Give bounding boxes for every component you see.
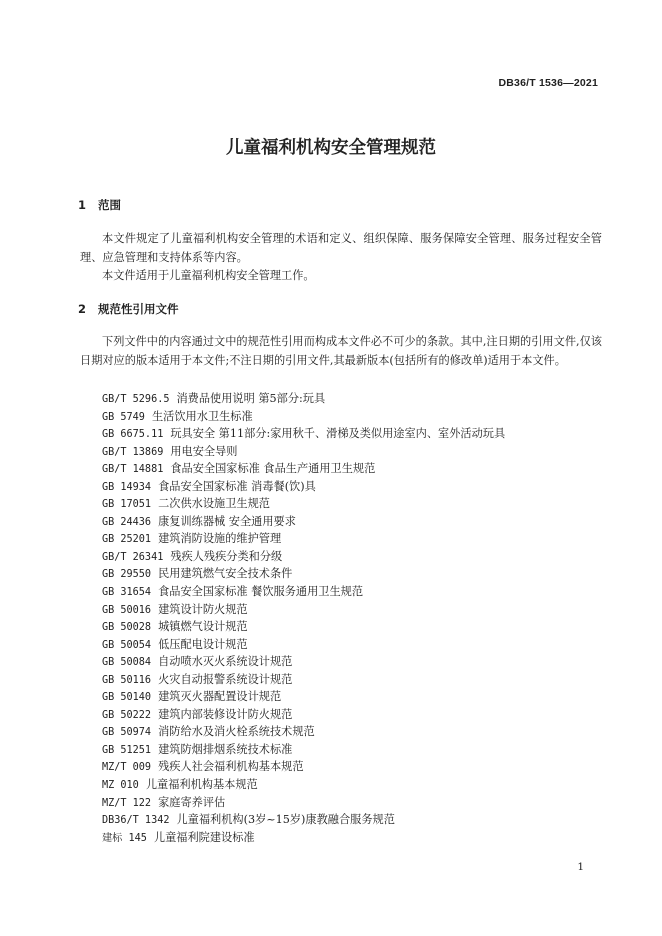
reference-item [102, 565, 612, 583]
reference-item [102, 618, 612, 636]
reference-title: 消防给水及消火栓系统技术规范 [158, 725, 315, 739]
reference-code: GB 50084 [102, 657, 152, 669]
reference-code: GB 50054 [102, 639, 152, 651]
reference-title: 二次供水设施卫生规范 [158, 497, 270, 511]
reference-item [102, 583, 612, 601]
reference-item [102, 548, 612, 566]
reference-item [102, 425, 612, 443]
reference-item [102, 794, 612, 812]
reference-title: 玩具安全 第11部分:家用秋千、滑梯及类似用途室内、室外活动玩具 [170, 427, 506, 441]
reference-code: 建标 145 [102, 832, 147, 844]
reference-title: 低压配电设计规范 [158, 637, 248, 651]
reference-item [102, 829, 612, 847]
reference-code: GB 31654 [102, 587, 152, 599]
scope-paragraph-2: 本文件适用于儿童福利机构安全管理工作。 [102, 269, 315, 282]
reference-title: 儿童福利院建设标准 [153, 830, 255, 844]
reference-code: GB 17051 [102, 499, 152, 511]
reference-code: GB 5749 [102, 411, 145, 423]
reference-title: 儿童福利机构基本规范 [145, 778, 258, 792]
reference-title: 建筑灭火器配置设计规范 [158, 690, 282, 704]
reference-title: 建筑消防设施的维护管理 [158, 532, 282, 546]
reference-item [102, 495, 612, 513]
reference-item [102, 811, 612, 829]
reference-code: GB 51251 [102, 744, 152, 756]
reference-code: GB 50016 [102, 604, 152, 616]
reference-title: 建筑内部装修设计防火规范 [158, 707, 293, 721]
reference-code: MZ 010 [102, 780, 139, 792]
section-2-number: 2 [78, 302, 87, 316]
standard-code: DB36/T 1536—2021 [498, 77, 598, 89]
section-1-number: 1 [78, 198, 87, 212]
reference-title: 城镇燃气设计规范 [158, 620, 248, 634]
section-1-title: 范围 [98, 198, 121, 212]
reference-code: GB/T 14881 [102, 464, 164, 476]
section-1-heading [78, 197, 121, 213]
reference-code: GB 50222 [102, 709, 152, 721]
reference-item [102, 601, 612, 619]
reference-title: 民用建筑燃气安全技术条件 [158, 567, 293, 581]
reference-title: 儿童福利机构(3岁~15岁)康教融合服务规范 [176, 813, 395, 827]
reference-title: 食品安全国家标准 食品生产通用卫生规范 [170, 462, 376, 476]
reference-code: GB 25201 [102, 534, 152, 546]
reference-title: 食品安全国家标准 消毒餐(饮)具 [158, 479, 316, 493]
reference-item [102, 723, 612, 741]
reference-item [102, 653, 612, 671]
reference-item [102, 776, 612, 794]
reference-item [102, 478, 612, 496]
reference-code: GB 50974 [102, 727, 152, 739]
reference-code: DB36/T 1342 [102, 815, 170, 827]
reference-item [102, 530, 612, 548]
reference-code: GB 50140 [102, 692, 152, 704]
reference-item [102, 671, 612, 689]
scope-paragraph-1: 本文件规定了儿童福利机构安全管理的术语和定义、组织保障、服务保障安全管理、服务过程安全管理、应急管理和支持体系等内容。 [80, 232, 602, 264]
page-number: 1 [577, 861, 584, 873]
reference-title: 康复训练器械 安全通用要求 [158, 514, 296, 528]
reference-title: 残疾人社会福利机构基本规范 [158, 760, 304, 774]
reference-code: MZ/T 122 [102, 797, 152, 809]
reference-title: 消费品使用说明 第5部分:玩具 [176, 392, 326, 405]
reference-list [102, 390, 612, 846]
reference-code: GB/T 5296.5 [102, 394, 170, 405]
reference-title: 家庭寄养评估 [158, 795, 226, 809]
reference-code: GB 24436 [102, 516, 152, 528]
reference-code: GB 6675.11 [102, 429, 164, 441]
section-2-title: 规范性引用文件 [98, 302, 179, 316]
reference-code: MZ/T 009 [102, 762, 152, 774]
reference-code: GB 50116 [102, 674, 152, 686]
reference-code: GB 50028 [102, 622, 152, 634]
reference-item [102, 688, 612, 706]
reference-code: GB 14934 [102, 481, 152, 493]
reference-title: 用电安全导则 [170, 444, 238, 458]
reference-code: GB/T 26341 [102, 551, 164, 563]
reference-item [102, 513, 612, 531]
section-2-heading [78, 301, 179, 317]
reference-item [102, 408, 612, 426]
reference-item [102, 741, 612, 759]
reference-item [102, 460, 612, 478]
reference-item [102, 706, 612, 724]
reference-title: 食品安全国家标准 餐饮服务通用卫生规范 [158, 585, 364, 599]
reference-title: 自动喷水灭火系统设计规范 [158, 655, 293, 669]
document-title: 儿童福利机构安全管理规范 [226, 138, 436, 158]
reference-item [102, 443, 612, 461]
reference-code: GB 29550 [102, 569, 152, 581]
references-intro: 下列文件中的内容通过文中的规范性引用而构成本文件必不可少的条款。其中,注日期的引用文件,仅该日期对应的版本适用于本文件;不注日期的引用文件,其最新版本(包括所有的修改单)适用于本文件。 [80, 335, 602, 367]
reference-title: 生活饮用水卫生标准 [151, 409, 253, 423]
reference-title: 建筑设计防火规范 [158, 602, 248, 616]
reference-item [102, 390, 612, 408]
reference-code: GB/T 13869 [102, 446, 164, 458]
reference-item [102, 758, 612, 776]
reference-title: 建筑防烟排烟系统技术标准 [158, 742, 293, 756]
reference-item [102, 636, 612, 654]
reference-title: 火灾自动报警系统设计规范 [158, 672, 293, 686]
reference-title: 残疾人残疾分类和分级 [170, 549, 283, 563]
